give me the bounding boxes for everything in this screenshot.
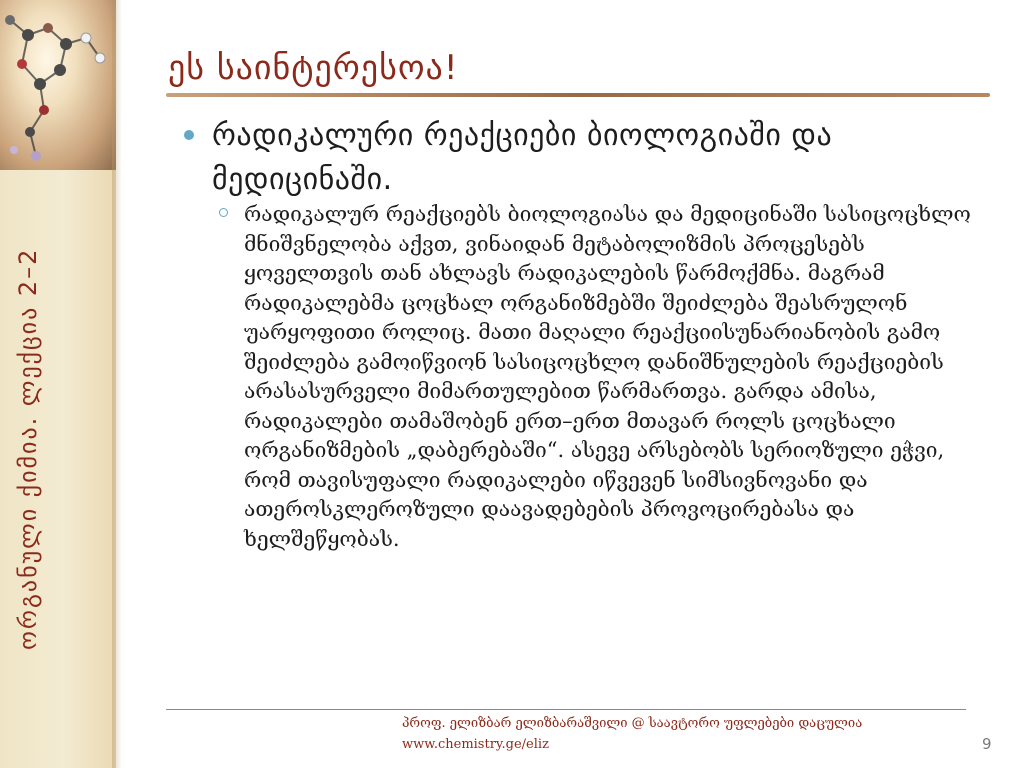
bullet-body-text: რადიკალურ რეაქციებს ბიოლოგიასა და მედიცინაში სასიცოცხლო მნიშვნელობა აქვთ, ვინაიდან მეტაბოლიზმის პროცესებს ყოველთვის თან ახლავს რადიკალების წარმოქმნა. მაგრამ რადიკალებმა ცოცხალ ორგანიზმებში შეიძლება შეასრულონ უარყოფითი როლიც. მათი მაღალი რეაქციისუნარიანობის გამო შეიძლება გამოიწვიონ სასიცოცხლო დანიშნულების რეაქციების არასასურველი მიმართულებით წარმართვა. გარდა ამისა, რადიკალები თამაშობენ ერთ–ერთ მთავარ როლს ცოცხალი ორგანიზმების „დაბერებაში“. ასევე არსებობს სერიოზული ეჭვი, რომ თავისუფალი რადიკალები იწვევენ სიმსივნოვანი და ათეროსკლეროზული დაავადებების პროვოცირებასა და ხელშეწყობას. — [244, 202, 971, 551]
molecule-image — [0, 0, 116, 170]
page-number: 9 — [982, 735, 992, 753]
bullet-dot-icon — [184, 130, 194, 140]
title-divider — [166, 93, 990, 97]
sidebar — [0, 0, 116, 768]
footer-divider — [166, 709, 966, 710]
bullet-heading: რადიკალური რეაქციები ბიოლოგიაში და მედიცინაში. — [212, 118, 833, 197]
molecule-graphic — [0, 0, 116, 170]
footer-author: პროფ. ელიზბარ ელიზბარაშვილი @ საავტორო უფლებები დაცულია — [402, 716, 863, 731]
sub-bullet-circle-icon — [219, 208, 228, 217]
slide-title: ეს საინტერესოა! — [168, 48, 459, 88]
sidebar-course-title: ორგანული ქიმია. ლექცია 2–2 — [14, 247, 42, 650]
footer-url: www.chemistry.ge/eliz — [402, 737, 549, 752]
sidebar-edge — [112, 0, 122, 768]
